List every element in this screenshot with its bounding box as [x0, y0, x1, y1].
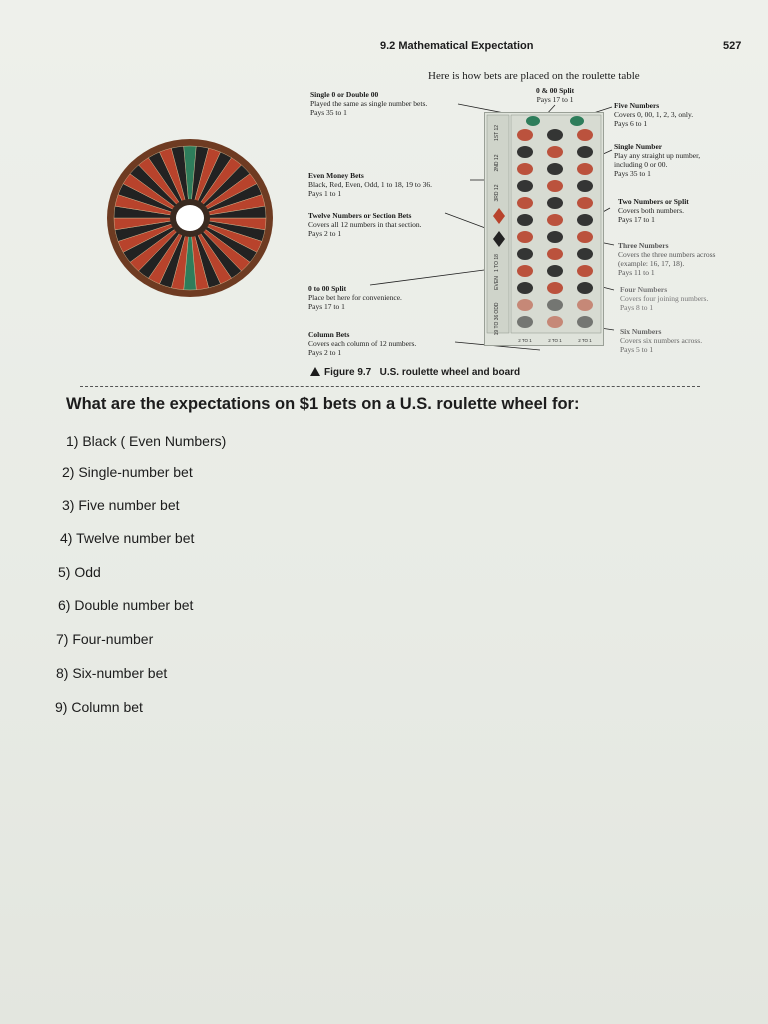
- number-cell: [547, 299, 563, 311]
- number-cell: [517, 129, 533, 141]
- number-cell: [547, 214, 563, 226]
- number-cell: [547, 197, 563, 209]
- number-cell: [547, 282, 563, 294]
- number-cell: [547, 231, 563, 243]
- board-side-label: 2ND 12: [494, 154, 500, 172]
- number-cell: [517, 163, 533, 175]
- number-cell: [577, 197, 593, 209]
- number-cell: [517, 316, 533, 328]
- section-header: 9.2 Mathematical Expectation: [380, 40, 534, 52]
- number-cell: [577, 163, 593, 175]
- board-side-label: EVEN: [494, 276, 500, 290]
- number-cell: [577, 180, 593, 192]
- number-cell: [577, 265, 593, 277]
- label-twelve-numbers: Twelve Numbers or Section Bets Covers all 12 numbers in that section. Pays 2 to 1: [308, 211, 422, 238]
- number-cell: [577, 248, 593, 260]
- list-item: 2) Single-number bet: [62, 464, 193, 480]
- board-column-label: 2 TO 1: [578, 338, 592, 343]
- label-five-numbers: Five Numbers Covers 0, 00, 1, 2, 3, only. Pays 6 to 1: [614, 101, 694, 128]
- number-cell: [517, 231, 533, 243]
- number-cell: [547, 180, 563, 192]
- zero-cell: [570, 116, 584, 126]
- number-cell: [517, 248, 533, 260]
- number-cell: [577, 214, 593, 226]
- list-item: 5) Odd: [58, 564, 101, 580]
- board-side-label: 3RD 12: [494, 184, 500, 202]
- label-single-zero: Single 0 or Double 00 Played the same as single number bets. Pays 35 to 1: [310, 90, 428, 117]
- label-six-numbers: Six Numbers Covers six numbers across. Pays 5 to 1: [620, 327, 703, 354]
- list-item: 8) Six-number bet: [56, 665, 168, 681]
- zero-cell: [526, 116, 540, 126]
- number-cell: [577, 282, 593, 294]
- number-cell: [547, 129, 563, 141]
- number-cell: [517, 197, 533, 209]
- board-side-label: 1 TO 18: [494, 254, 500, 272]
- number-cell: [517, 265, 533, 277]
- board-column-label: 2 TO 1: [518, 338, 532, 343]
- number-cell: [577, 146, 593, 158]
- label-column-bets: Column Bets Covers each column of 12 numbers. Pays 2 to 1: [308, 330, 417, 357]
- figure-title: Here is how bets are placed on the roulette table: [428, 70, 640, 82]
- triangle-icon: [310, 367, 320, 376]
- label-zero-split: 0 to 00 Split Place bet here for convenience. Pays 17 to 1: [308, 284, 402, 311]
- number-cell: [517, 146, 533, 158]
- label-two-numbers: Two Numbers or Split Covers both numbers. Pays 17 to 1: [618, 197, 689, 224]
- list-item: 9) Column bet: [55, 699, 143, 715]
- roulette-board-image: [484, 112, 604, 346]
- number-cell: [517, 299, 533, 311]
- list-item: 3) Five number bet: [62, 497, 180, 513]
- number-cell: [577, 299, 593, 311]
- page-number: 527: [723, 40, 742, 52]
- number-cell: [547, 163, 563, 175]
- number-cell: [517, 180, 533, 192]
- label-even-money: Even Money Bets Black, Red, Even, Odd, 1 to 18, 19 to 36. Pays 1 to 1: [308, 171, 432, 198]
- divider: [80, 386, 700, 387]
- board-column-label: 2 TO 1: [548, 338, 562, 343]
- number-cell: [517, 282, 533, 294]
- number-cell: [547, 316, 563, 328]
- label-three-numbers: Three Numbers Covers the three numbers across (example: 16, 17, 18). Pays 11 to 1: [618, 241, 716, 277]
- number-cell: [547, 248, 563, 260]
- label-single-number: Single Number Play any straight up number, including 0 or 00. Pays 35 to 1: [614, 142, 701, 178]
- list-item: 1) Black ( Even Numbers): [66, 433, 227, 449]
- list-item: 4) Twelve number bet: [60, 530, 195, 546]
- number-cell: [577, 316, 593, 328]
- question-heading: What are the expectations on $1 bets on a U.S. roulette wheel for:: [66, 395, 580, 413]
- label-four-numbers: Four Numbers Covers four joining numbers. Pays 8 to 1: [620, 285, 709, 312]
- board-side-label: 1ST 12: [494, 124, 500, 142]
- number-cell: [547, 265, 563, 277]
- number-cell: [517, 214, 533, 226]
- label-zero-double-zero-split: 0 & 00 Split Pays 17 to 1: [536, 86, 575, 104]
- number-cell: [577, 231, 593, 243]
- board-side-label: 19 TO 36: [494, 314, 500, 336]
- board-side-label: ODD: [494, 302, 500, 314]
- number-cell: [577, 129, 593, 141]
- list-item: 7) Four-number: [56, 631, 154, 647]
- number-cell: [547, 146, 563, 158]
- list-item: 6) Double number bet: [58, 597, 194, 613]
- figure-caption: Figure 9.7 U.S. roulette wheel and board: [310, 367, 520, 378]
